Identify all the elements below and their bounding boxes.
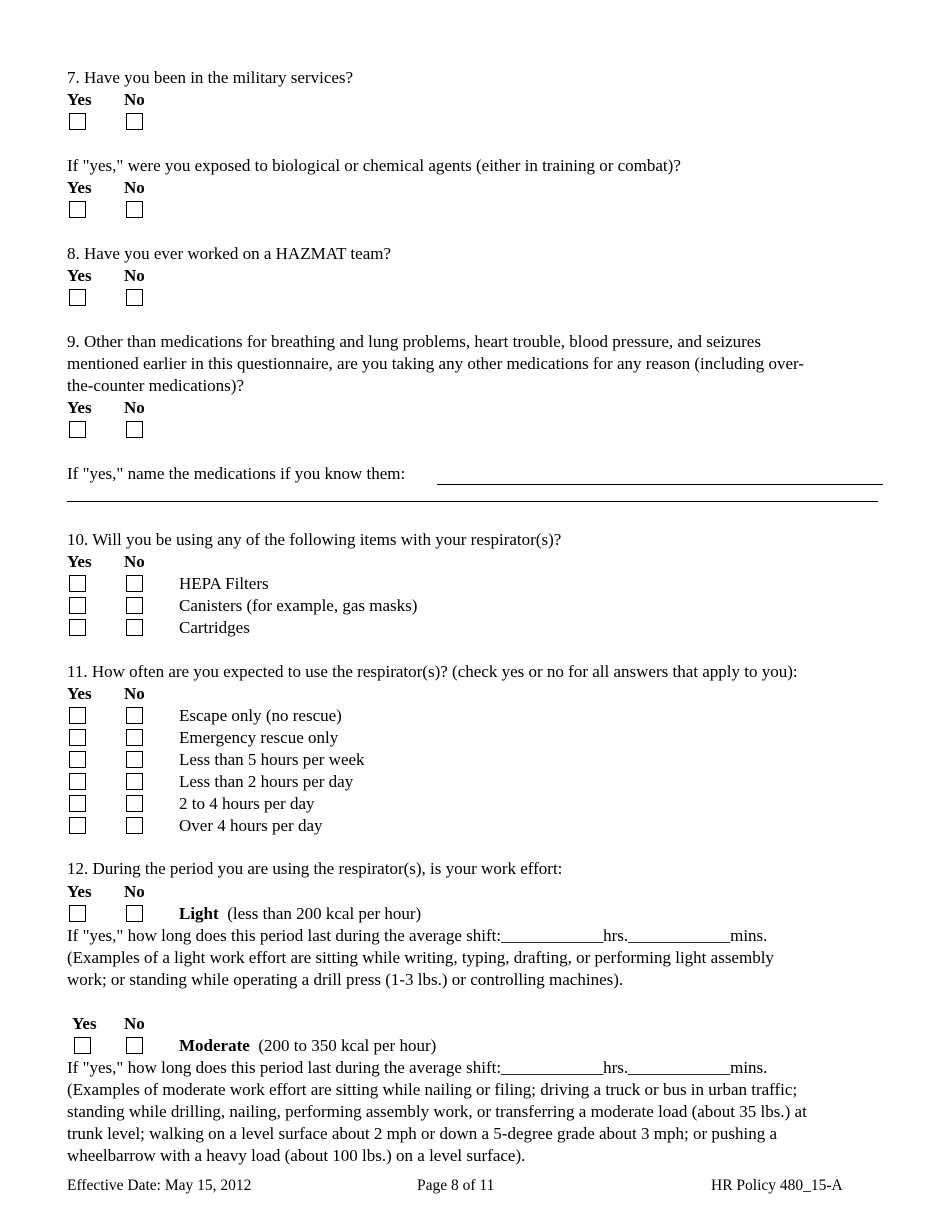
q12-light-duration: If "yes," how long does this period last during the average shift:____________hrs.____________mins. (67, 926, 768, 945)
q11-over4-day-no-checkbox[interactable] (126, 817, 143, 834)
q12-moderate-option (179, 1035, 436, 1057)
no-header: No (124, 398, 145, 417)
q8-question: 8. Have you ever worked on a HAZMAT team? (67, 244, 392, 263)
q12-moderate-range: (200 to 350 kcal per hour) (258, 1036, 437, 1055)
q9-question-line: mentioned earlier in this questionnaire, are you taking any other medications for any reason (including over- (67, 354, 805, 373)
q12-light-examples-line: (Examples of a light work effort are sitting while writing, typing, drafting, or performing light assembly (67, 948, 774, 967)
q10-hepa-no-checkbox[interactable] (126, 575, 143, 592)
q12-moderate-yes-checkbox[interactable] (74, 1037, 91, 1054)
q10-cartridges-yes-checkbox[interactable] (69, 619, 86, 636)
q11-item-label: Emergency rescue only (179, 728, 339, 747)
no-header: No (124, 882, 145, 901)
q11-item-label: Less than 2 hours per day (179, 772, 354, 791)
q11-emergency-no-checkbox[interactable] (126, 729, 143, 746)
yes-header: Yes (67, 684, 92, 703)
no-header: No (124, 684, 145, 703)
q11-item-label: Escape only (no rescue) (179, 706, 342, 725)
q8-no-checkbox[interactable] (126, 289, 143, 306)
q12-light-no-checkbox[interactable] (126, 905, 143, 922)
q11-escape-no-checkbox[interactable] (126, 707, 143, 724)
yes-header: Yes (67, 552, 92, 571)
yes-header: Yes (72, 1014, 97, 1033)
no-header: No (124, 178, 145, 197)
footer-policy-id: HR Policy 480_15-A (711, 1177, 843, 1194)
q10-item-label: HEPA Filters (179, 574, 269, 593)
q7-no-checkbox[interactable] (126, 113, 143, 130)
yes-header: Yes (67, 90, 92, 109)
q8-yes-checkbox[interactable] (69, 289, 86, 306)
q12-moderate-examples-line: trunk level; walking on a level surface about 2 mph or down a 5-degree grade about 3 mph; or pushing a (67, 1124, 778, 1143)
yes-header: Yes (67, 398, 92, 417)
q12-question: 12. During the period you are using the respirator(s), is your work effort: (67, 859, 563, 878)
q10-canisters-no-checkbox[interactable] (126, 597, 143, 614)
q10-cartridges-no-checkbox[interactable] (126, 619, 143, 636)
q11-item-label: Over 4 hours per day (179, 816, 323, 835)
q10-question: 10. Will you be using any of the following items with your respirator(s)? (67, 530, 562, 549)
q11-over4-day-yes-checkbox[interactable] (69, 817, 86, 834)
q12-moderate-examples-line: wheelbarrow with a heavy load (about 100 lbs.) on a level surface). (67, 1146, 526, 1165)
q11-emergency-yes-checkbox[interactable] (69, 729, 86, 746)
q12-moderate-examples-line: (Examples of moderate work effort are sitting while nailing or filing; driving a truck or bus in urban traffic; (67, 1080, 798, 1099)
q7-followup: If "yes," were you exposed to biological or chemical agents (either in training or combat)? (67, 156, 681, 175)
q7-followup-no-checkbox[interactable] (126, 201, 143, 218)
q9-question-line: 9. Other than medications for breathing and lung problems, heart trouble, blood pressure, and seizures (67, 332, 761, 351)
q12-light-yes-checkbox[interactable] (69, 905, 86, 922)
no-header: No (124, 266, 145, 285)
q7-followup-yes-checkbox[interactable] (69, 201, 86, 218)
q11-item-label: 2 to 4 hours per day (179, 794, 315, 813)
q11-2to4-day-no-checkbox[interactable] (126, 795, 143, 812)
q12-moderate-duration: If "yes," how long does this period last during the average shift:____________hrs.____________mins. (67, 1058, 768, 1077)
q9-followup: If "yes," name the medications if you know them: (67, 464, 406, 483)
q11-lt2-day-yes-checkbox[interactable] (69, 773, 86, 790)
yes-header: Yes (67, 266, 92, 285)
q10-item-label: Cartridges (179, 618, 250, 637)
footer-page-number: Page 8 of 11 (417, 1177, 495, 1194)
q9-question-line: the-counter medications)? (67, 376, 245, 395)
q7-yes-checkbox[interactable] (69, 113, 86, 130)
footer-effective-date: Effective Date: May 15, 2012 (67, 1177, 252, 1194)
medications-input-line-2[interactable] (67, 501, 878, 502)
yes-header: Yes (67, 178, 92, 197)
q10-item-label: Canisters (for example, gas masks) (179, 596, 418, 615)
q11-item-label: Less than 5 hours per week (179, 750, 365, 769)
q10-hepa-yes-checkbox[interactable] (69, 575, 86, 592)
q11-question: 11. How often are you expected to use the respirator(s)? (check yes or no for all answers that apply to you): (67, 662, 798, 681)
q11-lt5-week-no-checkbox[interactable] (126, 751, 143, 768)
q12-moderate-examples-line: standing while drilling, nailing, performing assembly work, or transferring a moderate load (about 35 lbs.) at (67, 1102, 807, 1121)
q9-no-checkbox[interactable] (126, 421, 143, 438)
no-header: No (124, 552, 145, 571)
q11-lt2-day-no-checkbox[interactable] (126, 773, 143, 790)
q12-moderate-label: Moderate (179, 1036, 250, 1055)
q10-canisters-yes-checkbox[interactable] (69, 597, 86, 614)
no-header: No (124, 90, 145, 109)
q12-light-range: (less than 200 kcal per hour) (227, 904, 422, 923)
medications-input-line-1[interactable] (437, 484, 883, 485)
q9-yes-checkbox[interactable] (69, 421, 86, 438)
q12-moderate-no-checkbox[interactable] (126, 1037, 143, 1054)
q12-light-examples-line: work; or standing while operating a drill press (1-3 lbs.) or controlling machines). (67, 970, 624, 989)
q12-light-label: Light (179, 904, 219, 923)
q11-escape-yes-checkbox[interactable] (69, 707, 86, 724)
yes-header: Yes (67, 882, 92, 901)
q11-2to4-day-yes-checkbox[interactable] (69, 795, 86, 812)
q7-question: 7. Have you been in the military services? (67, 68, 354, 87)
q12-light-option (179, 903, 421, 925)
q11-lt5-week-yes-checkbox[interactable] (69, 751, 86, 768)
no-header: No (124, 1014, 145, 1033)
